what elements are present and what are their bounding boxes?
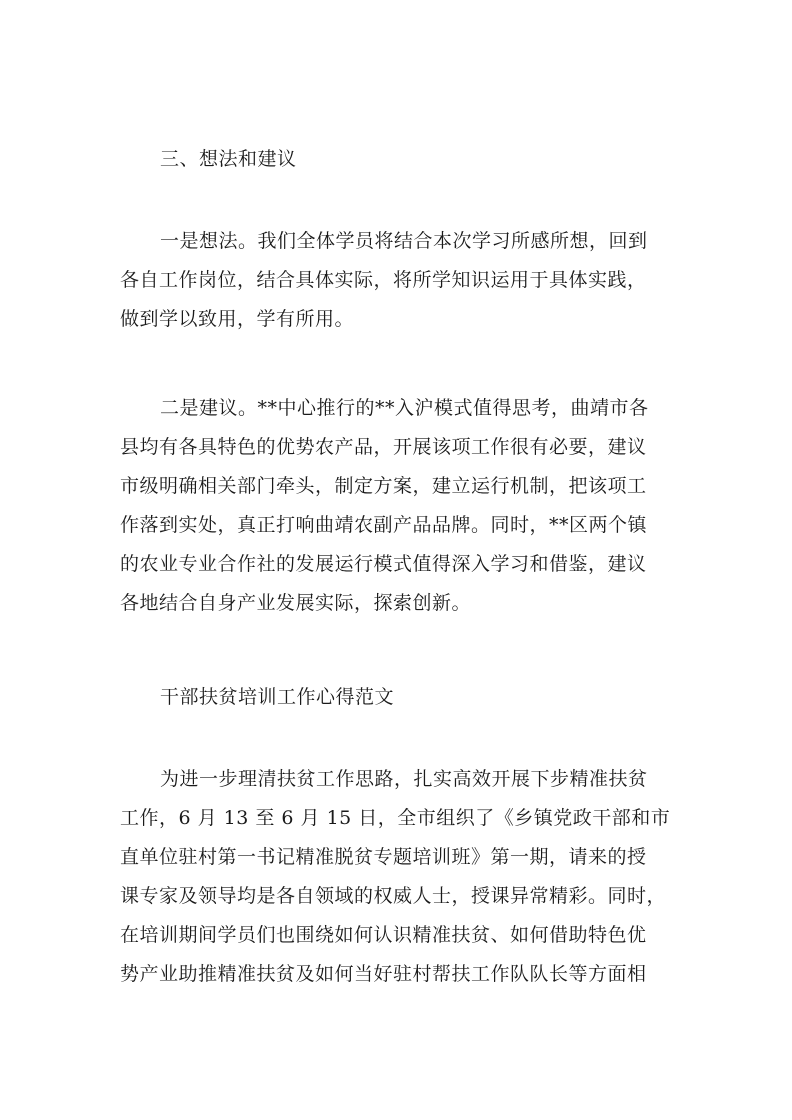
paragraph-line: 作落到实处，真正打响曲靖农副产品品牌。同时，**区两个镇 <box>120 514 648 536</box>
paragraph-line: 市级明确相关部门牵头，制定方案，建立运行机制，把该项工 <box>120 475 647 497</box>
section-heading-text: 三、想法和建议 <box>160 148 297 170</box>
paragraph-line: 工作，6 月 13 至 6 月 15 日，全市组织了《乡镇党政干部和市 <box>120 807 671 829</box>
paragraph-line: 在培训期间学员们也围绕如何认识精准扶贫、如何借助特色优 <box>120 924 647 946</box>
paragraph-intro <box>120 760 680 994</box>
paragraph-line: 县均有各具特色的优势农产品，开展该项工作很有必要，建议 <box>120 436 647 458</box>
paragraph-idea <box>120 222 680 339</box>
paragraph-line: 课专家及领导均是各自领域的权威人士，授课异常精彩。同时， <box>120 885 667 907</box>
article-title-text: 干部扶贫培训工作心得范文 <box>160 686 395 708</box>
paragraph-line: 势产业助推精准扶贫及如何当好驻村帮扶工作队队长等方面相 <box>120 963 647 985</box>
article-title <box>120 678 680 717</box>
paragraph-suggestion <box>120 389 680 623</box>
paragraph-line: 的农业专业合作社的发展运行模式值得深入学习和借鉴，建议 <box>120 553 647 575</box>
paragraph-line: 各自工作岗位，结合具体实际，将所学知识运用于具体实践， <box>120 269 647 291</box>
paragraph-line: 做到学以致用，学有所用。 <box>120 308 355 330</box>
section-heading <box>120 140 680 179</box>
paragraph-line: 一是想法。我们全体学员将结合本次学习所感所想，回到 <box>160 230 648 252</box>
paragraph-line: 各地结合自身产业发展实际，探索创新。 <box>120 592 472 614</box>
paragraph-line: 为进一步理清扶贫工作思路，扎实高效开展下步精准扶贫 <box>160 768 648 790</box>
paragraph-line: 二是建议。**中心推行的**入沪模式值得思考，曲靖市各 <box>160 397 649 419</box>
paragraph-line: 直单位驻村第一书记精准脱贫专题培训班》第一期，请来的授 <box>120 846 647 868</box>
